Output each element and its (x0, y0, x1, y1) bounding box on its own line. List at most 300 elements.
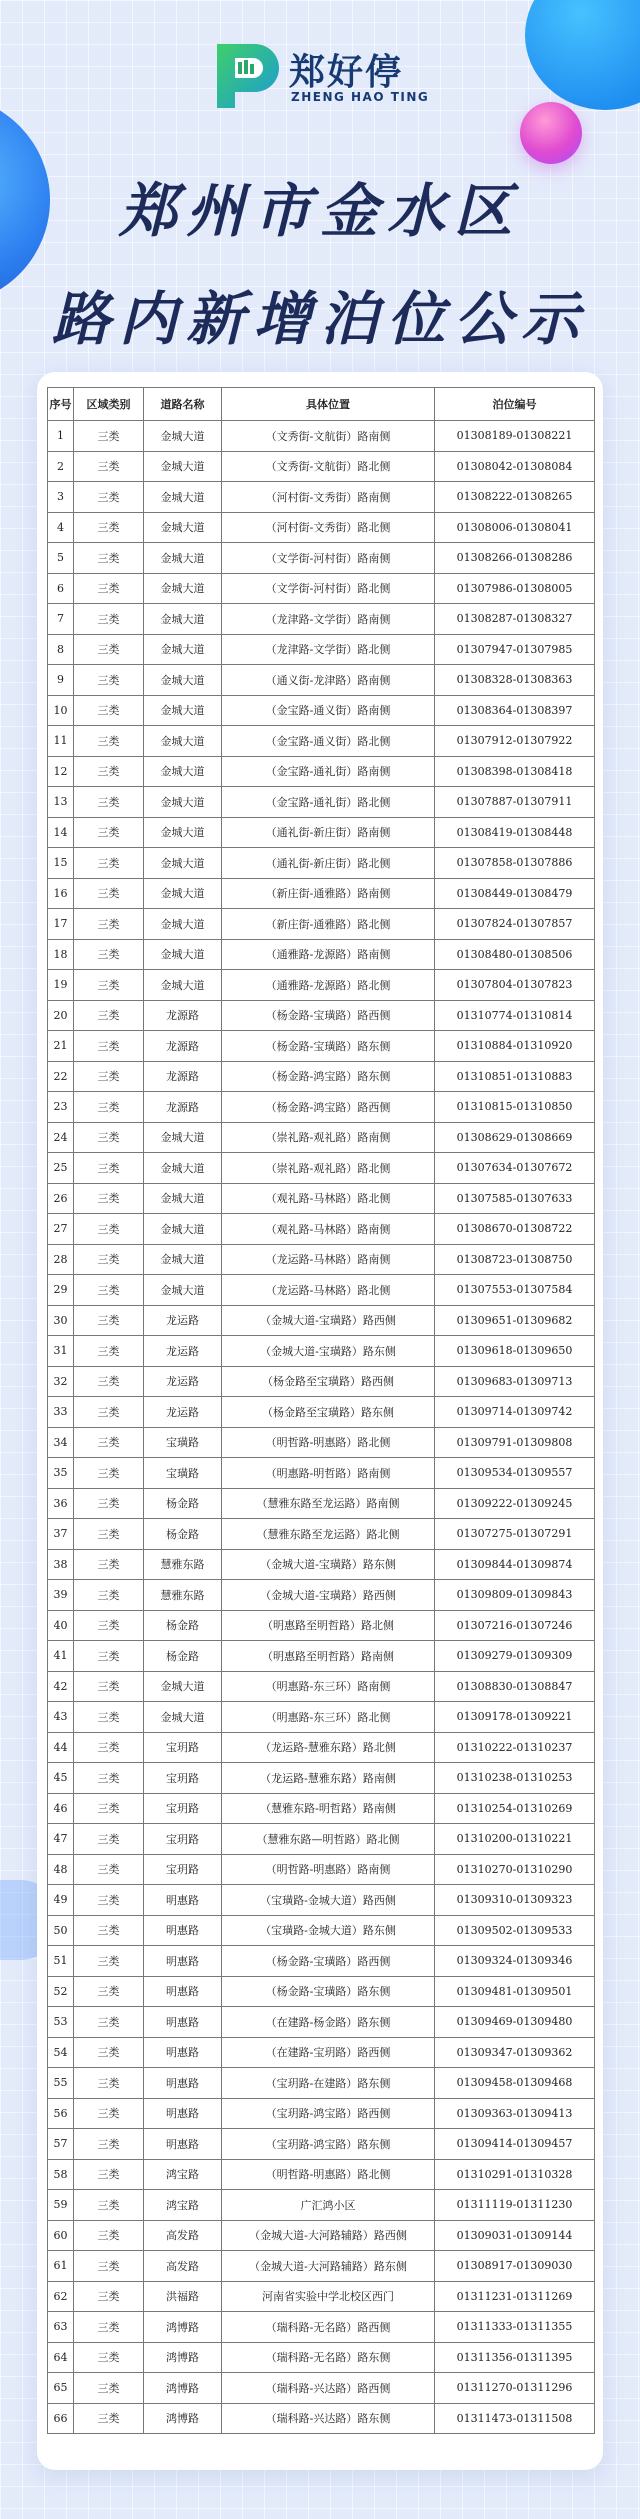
cell-road-name: 明惠路 (144, 2068, 222, 2099)
table-row (48, 2129, 595, 2160)
cell-berth-number: 01307912-01307922 (435, 726, 595, 757)
table-body (48, 421, 595, 2434)
cell-index: 31 (48, 1336, 74, 1367)
cell-index: 65 (48, 2373, 74, 2404)
cell-road-name: 金城大道 (144, 573, 222, 604)
cell-location: （新庄街-通雅路）路南侧 (222, 878, 435, 909)
table-row (48, 756, 595, 787)
cell-road-name: 鸿宝路 (144, 2159, 222, 2190)
cell-berth-number: 01308287-01308327 (435, 604, 595, 635)
cell-location: （明惠路至明哲路）路南侧 (222, 1641, 435, 1672)
cell-location: （文秀街-文航街）路北侧 (222, 451, 435, 482)
cell-location: （通礼街-新庄街）路北侧 (222, 848, 435, 879)
cell-road-name: 高发路 (144, 2251, 222, 2282)
cell-index: 66 (48, 2403, 74, 2434)
cell-berth-number: 01310270-01310290 (435, 1854, 595, 1885)
cell-berth-number: 01309458-01309468 (435, 2068, 595, 2099)
table-row (48, 1244, 595, 1275)
cell-location: （明哲路-明惠路）路北侧 (222, 2159, 435, 2190)
table-row (48, 512, 595, 543)
table-row (48, 1519, 595, 1550)
table-row (48, 970, 595, 1001)
cell-area-category: 三类 (74, 817, 144, 848)
cell-location: （杨金路至宝璜路）路东侧 (222, 1397, 435, 1428)
cell-road-name: 鸿博路 (144, 2403, 222, 2434)
cell-area-category: 三类 (74, 726, 144, 757)
cell-road-name: 龙运路 (144, 1397, 222, 1428)
cell-index: 14 (48, 817, 74, 848)
cell-location: （宝玥路-鸿宝路）路西侧 (222, 2098, 435, 2129)
cell-index: 2 (48, 451, 74, 482)
table-row (48, 909, 595, 940)
cell-area-category: 三类 (74, 665, 144, 696)
cell-index: 16 (48, 878, 74, 909)
cell-road-name: 金城大道 (144, 1183, 222, 1214)
table-row (48, 2220, 595, 2251)
cell-road-name: 金城大道 (144, 848, 222, 879)
cell-road-name: 杨金路 (144, 1488, 222, 1519)
cell-road-name: 宝玥路 (144, 1793, 222, 1824)
cell-road-name: 慧雅东路 (144, 1549, 222, 1580)
cell-location: （龙津路-文学街）路北侧 (222, 634, 435, 665)
cell-road-name: 龙运路 (144, 1336, 222, 1367)
cell-road-name: 明惠路 (144, 2129, 222, 2160)
table-row (48, 1153, 595, 1184)
cell-berth-number: 01309714-01309742 (435, 1397, 595, 1428)
cell-location: （金宝路-通礼街）路北侧 (222, 787, 435, 818)
cell-berth-number: 01309469-01309480 (435, 2007, 595, 2038)
cell-road-name: 金城大道 (144, 939, 222, 970)
cell-road-name: 明惠路 (144, 1946, 222, 1977)
cell-area-category: 三类 (74, 512, 144, 543)
cell-road-name: 金城大道 (144, 1244, 222, 1275)
cell-berth-number: 01308364-01308397 (435, 695, 595, 726)
cell-road-name: 金城大道 (144, 970, 222, 1001)
cell-location: （宝玥路-在建路）路东侧 (222, 2068, 435, 2099)
cell-berth-number: 01311231-01311269 (435, 2281, 595, 2312)
cell-road-name: 金城大道 (144, 543, 222, 574)
table-row (48, 939, 595, 970)
cell-index: 47 (48, 1824, 74, 1855)
table-row (48, 1763, 595, 1794)
cell-area-category: 三类 (74, 1458, 144, 1489)
cell-area-category: 三类 (74, 695, 144, 726)
cell-road-name: 金城大道 (144, 1671, 222, 1702)
table-row (48, 726, 595, 757)
cell-index: 18 (48, 939, 74, 970)
table-row (48, 1305, 595, 1336)
cell-road-name: 龙源路 (144, 1092, 222, 1123)
table-row (48, 1793, 595, 1824)
cell-location: （在建路-宝玥路）路西侧 (222, 2037, 435, 2068)
table-row (48, 2098, 595, 2129)
cell-road-name: 鸿博路 (144, 2312, 222, 2343)
cell-berth-number: 01308222-01308265 (435, 482, 595, 513)
cell-location: （文秀街-文航街）路南侧 (222, 421, 435, 452)
table-row (48, 787, 595, 818)
cell-berth-number: 01308006-01308041 (435, 512, 595, 543)
cell-index: 60 (48, 2220, 74, 2251)
cell-road-name: 杨金路 (144, 1641, 222, 1672)
cell-road-name: 金城大道 (144, 878, 222, 909)
table-row (48, 1336, 595, 1367)
cell-index: 24 (48, 1122, 74, 1153)
cell-index: 45 (48, 1763, 74, 1794)
cell-berth-number: 01308480-01308506 (435, 939, 595, 970)
table-row (48, 421, 595, 452)
cell-berth-number: 01310291-01310328 (435, 2159, 595, 2190)
cell-berth-number: 01310774-01310814 (435, 1000, 595, 1031)
cell-berth-number: 01309809-01309843 (435, 1580, 595, 1611)
cell-area-category: 三类 (74, 1092, 144, 1123)
brand-name: 郑好停 (289, 52, 404, 93)
cell-berth-number: 01309363-01309413 (435, 2098, 595, 2129)
cell-area-category: 三类 (74, 2281, 144, 2312)
cell-index: 49 (48, 1885, 74, 1916)
cell-index: 55 (48, 2068, 74, 2099)
table-row (48, 1427, 595, 1458)
cell-index: 48 (48, 1854, 74, 1885)
cell-berth-number: 01308670-01308722 (435, 1214, 595, 1245)
cell-location: （金城大道-宝璜路）路西侧 (222, 1305, 435, 1336)
cell-road-name: 金城大道 (144, 1122, 222, 1153)
cell-area-category: 三类 (74, 2190, 144, 2221)
cell-location: （慧雅东路-明哲路）路南侧 (222, 1793, 435, 1824)
cell-location: （宝玥路-鸿宝路）路东侧 (222, 2129, 435, 2160)
table-row (48, 1824, 595, 1855)
cell-berth-number: 01309534-01309557 (435, 1458, 595, 1489)
cell-road-name: 明惠路 (144, 1976, 222, 2007)
cell-index: 25 (48, 1153, 74, 1184)
cell-location: （慧雅东路至龙运路）路南侧 (222, 1488, 435, 1519)
cell-berth-number: 01309279-01309309 (435, 1641, 595, 1672)
cell-index: 40 (48, 1610, 74, 1641)
cell-berth-number: 01310222-01310237 (435, 1732, 595, 1763)
cell-location: （明哲路-明惠路）路南侧 (222, 1854, 435, 1885)
cell-area-category: 三类 (74, 848, 144, 879)
parking-table (47, 387, 595, 2434)
cell-road-name: 金城大道 (144, 695, 222, 726)
cell-berth-number: 01309324-01309346 (435, 1946, 595, 1977)
cell-area-category: 三类 (74, 1214, 144, 1245)
cell-index: 9 (48, 665, 74, 696)
cell-location: （金宝路-通礼街）路南侧 (222, 756, 435, 787)
parking-logo-icon (211, 40, 281, 112)
cell-area-category: 三类 (74, 2373, 144, 2404)
cell-area-category: 三类 (74, 2251, 144, 2282)
cell-berth-number: 01310254-01310269 (435, 1793, 595, 1824)
cell-index: 42 (48, 1671, 74, 1702)
cell-berth-number: 01307804-01307823 (435, 970, 595, 1001)
cell-area-category: 三类 (74, 1732, 144, 1763)
cell-index: 34 (48, 1427, 74, 1458)
cell-index: 10 (48, 695, 74, 726)
cell-berth-number: 01308629-01308669 (435, 1122, 595, 1153)
cell-area-category: 三类 (74, 878, 144, 909)
table-row (48, 1000, 595, 1031)
table-row (48, 451, 595, 482)
cell-road-name: 龙运路 (144, 1305, 222, 1336)
table-row (48, 2342, 595, 2373)
decorative-circle-top-right (525, 0, 640, 110)
cell-location: （杨金路至宝璜路）路西侧 (222, 1366, 435, 1397)
cell-berth-number: 01307824-01307857 (435, 909, 595, 940)
table-row (48, 1122, 595, 1153)
cell-index: 54 (48, 2037, 74, 2068)
cell-area-category: 三类 (74, 1244, 144, 1275)
cell-location: （河村街-文秀街）路南侧 (222, 482, 435, 513)
table-row (48, 1366, 595, 1397)
cell-berth-number: 01307585-01307633 (435, 1183, 595, 1214)
cell-area-category: 三类 (74, 2159, 144, 2190)
cell-berth-number: 01309347-01309362 (435, 2037, 595, 2068)
cell-location: （明哲路-明惠路）路北侧 (222, 1427, 435, 1458)
cell-road-name: 慧雅东路 (144, 1580, 222, 1611)
cell-road-name: 金城大道 (144, 1153, 222, 1184)
table-row (48, 1580, 595, 1611)
table-row (48, 1671, 595, 1702)
cell-location: （龙津路-文学街）路南侧 (222, 604, 435, 635)
cell-road-name: 金城大道 (144, 512, 222, 543)
cell-area-category: 三类 (74, 421, 144, 452)
cell-location: （瑞科路-无名路）路西侧 (222, 2312, 435, 2343)
cell-index: 53 (48, 2007, 74, 2038)
cell-location: （龙运路-马林路）路北侧 (222, 1275, 435, 1306)
cell-location: （崇礼路-观礼路）路南侧 (222, 1122, 435, 1153)
cell-berth-number: 01309618-01309650 (435, 1336, 595, 1367)
table-row (48, 1946, 595, 1977)
table-row (48, 1915, 595, 1946)
table-row (48, 543, 595, 574)
cell-berth-number: 01309178-01309221 (435, 1702, 595, 1733)
cell-berth-number: 01307986-01308005 (435, 573, 595, 604)
cell-area-category: 三类 (74, 1519, 144, 1550)
table-row (48, 2281, 595, 2312)
cell-road-name: 金城大道 (144, 756, 222, 787)
cell-berth-number: 01307947-01307985 (435, 634, 595, 665)
table-row (48, 1641, 595, 1672)
table-row (48, 1488, 595, 1519)
cell-index: 58 (48, 2159, 74, 2190)
table-row (48, 848, 595, 879)
table-row (48, 2190, 595, 2221)
cell-location: （龙运路-慧雅东路）路北侧 (222, 1732, 435, 1763)
cell-road-name: 宝玥路 (144, 1824, 222, 1855)
cell-index: 62 (48, 2281, 74, 2312)
page-title-line2: 路内新增泊位公示 (51, 285, 588, 353)
cell-road-name: 鸿博路 (144, 2342, 222, 2373)
cell-berth-number: 01309683-01309713 (435, 1366, 595, 1397)
table-row (48, 573, 595, 604)
cell-berth-number: 01308189-01308221 (435, 421, 595, 452)
cell-berth-number: 01308328-01308363 (435, 665, 595, 696)
cell-berth-number: 01308723-01308750 (435, 1244, 595, 1275)
cell-area-category: 三类 (74, 451, 144, 482)
cell-location: （慧雅东路—明哲路）路北侧 (222, 1824, 435, 1855)
cell-road-name: 明惠路 (144, 2037, 222, 2068)
cell-index: 64 (48, 2342, 74, 2373)
cell-road-name: 龙源路 (144, 1061, 222, 1092)
cell-index: 6 (48, 573, 74, 604)
cell-location: （通雅路-龙源路）路南侧 (222, 939, 435, 970)
cell-index: 57 (48, 2129, 74, 2160)
header-road-name: 道路名称 (144, 388, 222, 421)
cell-index: 22 (48, 1061, 74, 1092)
cell-berth-number: 01311473-01311508 (435, 2403, 595, 2434)
table-card (37, 372, 603, 2470)
cell-location: （金城大道-宝璜路）路东侧 (222, 1336, 435, 1367)
cell-area-category: 三类 (74, 756, 144, 787)
table-row (48, 1610, 595, 1641)
cell-road-name: 高发路 (144, 2220, 222, 2251)
cell-road-name: 金城大道 (144, 604, 222, 635)
cell-area-category: 三类 (74, 1976, 144, 2007)
cell-area-category: 三类 (74, 1671, 144, 1702)
cell-area-category: 三类 (74, 634, 144, 665)
cell-berth-number: 01308449-01308479 (435, 878, 595, 909)
cell-berth-number: 01311270-01311296 (435, 2373, 595, 2404)
cell-road-name: 金城大道 (144, 634, 222, 665)
cell-berth-number: 01308398-01308418 (435, 756, 595, 787)
table-row (48, 2373, 595, 2404)
cell-area-category: 三类 (74, 1336, 144, 1367)
table-row (48, 2037, 595, 2068)
cell-berth-number: 01311356-01311395 (435, 2342, 595, 2373)
table-row (48, 1061, 595, 1092)
cell-location: （杨金路-宝璜路）路西侧 (222, 1000, 435, 1031)
cell-area-category: 三类 (74, 970, 144, 1001)
cell-area-category: 三类 (74, 1427, 144, 1458)
cell-area-category: 三类 (74, 1702, 144, 1733)
cell-road-name: 金城大道 (144, 726, 222, 757)
cell-location: （通义街-龙津路）路南侧 (222, 665, 435, 696)
cell-location: 广汇鸿小区 (222, 2190, 435, 2221)
cell-berth-number: 01310884-01310920 (435, 1031, 595, 1062)
cell-area-category: 三类 (74, 1793, 144, 1824)
cell-index: 11 (48, 726, 74, 757)
cell-road-name: 鸿博路 (144, 2373, 222, 2404)
table-row (48, 1092, 595, 1123)
cell-index: 4 (48, 512, 74, 543)
table-row (48, 695, 595, 726)
cell-index: 13 (48, 787, 74, 818)
cell-berth-number: 01309791-01309808 (435, 1427, 595, 1458)
cell-location: （金城大道-宝璜路）路东侧 (222, 1549, 435, 1580)
cell-area-category: 三类 (74, 1641, 144, 1672)
cell-road-name: 鸿宝路 (144, 2190, 222, 2221)
cell-berth-number: 01309222-01309245 (435, 1488, 595, 1519)
cell-index: 32 (48, 1366, 74, 1397)
cell-location: （明惠路-东三环）路南侧 (222, 1671, 435, 1702)
cell-index: 52 (48, 1976, 74, 2007)
cell-berth-number: 01307858-01307886 (435, 848, 595, 879)
table-row (48, 1031, 595, 1062)
cell-index: 20 (48, 1000, 74, 1031)
cell-index: 51 (48, 1946, 74, 1977)
table-row (48, 2159, 595, 2190)
table-row (48, 1214, 595, 1245)
cell-index: 44 (48, 1732, 74, 1763)
cell-area-category: 三类 (74, 1366, 144, 1397)
cell-location: （金城大道-大河路辅路）路东侧 (222, 2251, 435, 2282)
cell-index: 36 (48, 1488, 74, 1519)
cell-index: 8 (48, 634, 74, 665)
cell-road-name: 金城大道 (144, 817, 222, 848)
cell-road-name: 宝玥路 (144, 1732, 222, 1763)
cell-road-name: 金城大道 (144, 787, 222, 818)
cell-area-category: 三类 (74, 1153, 144, 1184)
cell-location: （金宝路-通义街）路南侧 (222, 695, 435, 726)
table-row (48, 2251, 595, 2282)
cell-index: 56 (48, 2098, 74, 2129)
cell-area-category: 三类 (74, 1915, 144, 1946)
cell-berth-number: 01310200-01310221 (435, 1824, 595, 1855)
brand-subtitle: ZHENG HAO TING (291, 90, 430, 104)
table-row (48, 1732, 595, 1763)
cell-location: （龙运路-马林路）路南侧 (222, 1244, 435, 1275)
cell-berth-number: 01307275-01307291 (435, 1519, 595, 1550)
cell-area-category: 三类 (74, 1946, 144, 1977)
cell-berth-number: 01309481-01309501 (435, 1976, 595, 2007)
cell-index: 33 (48, 1397, 74, 1428)
cell-location: （明惠路至明哲路）路北侧 (222, 1610, 435, 1641)
cell-berth-number: 01307553-01307584 (435, 1275, 595, 1306)
cell-location: （明惠路-东三环）路北侧 (222, 1702, 435, 1733)
table-row (48, 1183, 595, 1214)
cell-road-name: 龙运路 (144, 1366, 222, 1397)
cell-location: （龙运路-慧雅东路）路南侧 (222, 1763, 435, 1794)
table-row (48, 604, 595, 635)
cell-area-category: 三类 (74, 939, 144, 970)
cell-berth-number: 01309651-01309682 (435, 1305, 595, 1336)
cell-berth-number: 01310238-01310253 (435, 1763, 595, 1794)
page-title-line1: 郑州市金水区 (118, 177, 521, 245)
cell-road-name: 杨金路 (144, 1519, 222, 1550)
cell-area-category: 三类 (74, 1397, 144, 1428)
cell-berth-number: 01310851-01310883 (435, 1061, 595, 1092)
cell-berth-number: 01307887-01307911 (435, 787, 595, 818)
cell-area-category: 三类 (74, 1000, 144, 1031)
cell-index: 59 (48, 2190, 74, 2221)
table-row (48, 1397, 595, 1428)
cell-area-category: 三类 (74, 1763, 144, 1794)
cell-road-name: 金城大道 (144, 665, 222, 696)
cell-index: 41 (48, 1641, 74, 1672)
cell-road-name: 明惠路 (144, 2007, 222, 2038)
cell-berth-number: 01307216-01307246 (435, 1610, 595, 1641)
cell-index: 30 (48, 1305, 74, 1336)
table-row (48, 2312, 595, 2343)
cell-road-name: 龙源路 (144, 1000, 222, 1031)
cell-area-category: 三类 (74, 1885, 144, 1916)
cell-location: （观礼路-马林路）路北侧 (222, 1183, 435, 1214)
cell-area-category: 三类 (74, 909, 144, 940)
cell-road-name: 金城大道 (144, 909, 222, 940)
cell-location: （杨金路-鸿宝路）路东侧 (222, 1061, 435, 1092)
cell-index: 63 (48, 2312, 74, 2343)
cell-road-name: 金城大道 (144, 1214, 222, 1245)
cell-index: 27 (48, 1214, 74, 1245)
cell-index: 61 (48, 2251, 74, 2282)
cell-berth-number: 01308419-01308448 (435, 817, 595, 848)
cell-area-category: 三类 (74, 1031, 144, 1062)
table-header-row (48, 388, 595, 421)
cell-area-category: 三类 (74, 1824, 144, 1855)
cell-location: （文学街-河村街）路北侧 (222, 573, 435, 604)
cell-road-name: 明惠路 (144, 1915, 222, 1946)
cell-area-category: 三类 (74, 2403, 144, 2434)
table-row (48, 817, 595, 848)
